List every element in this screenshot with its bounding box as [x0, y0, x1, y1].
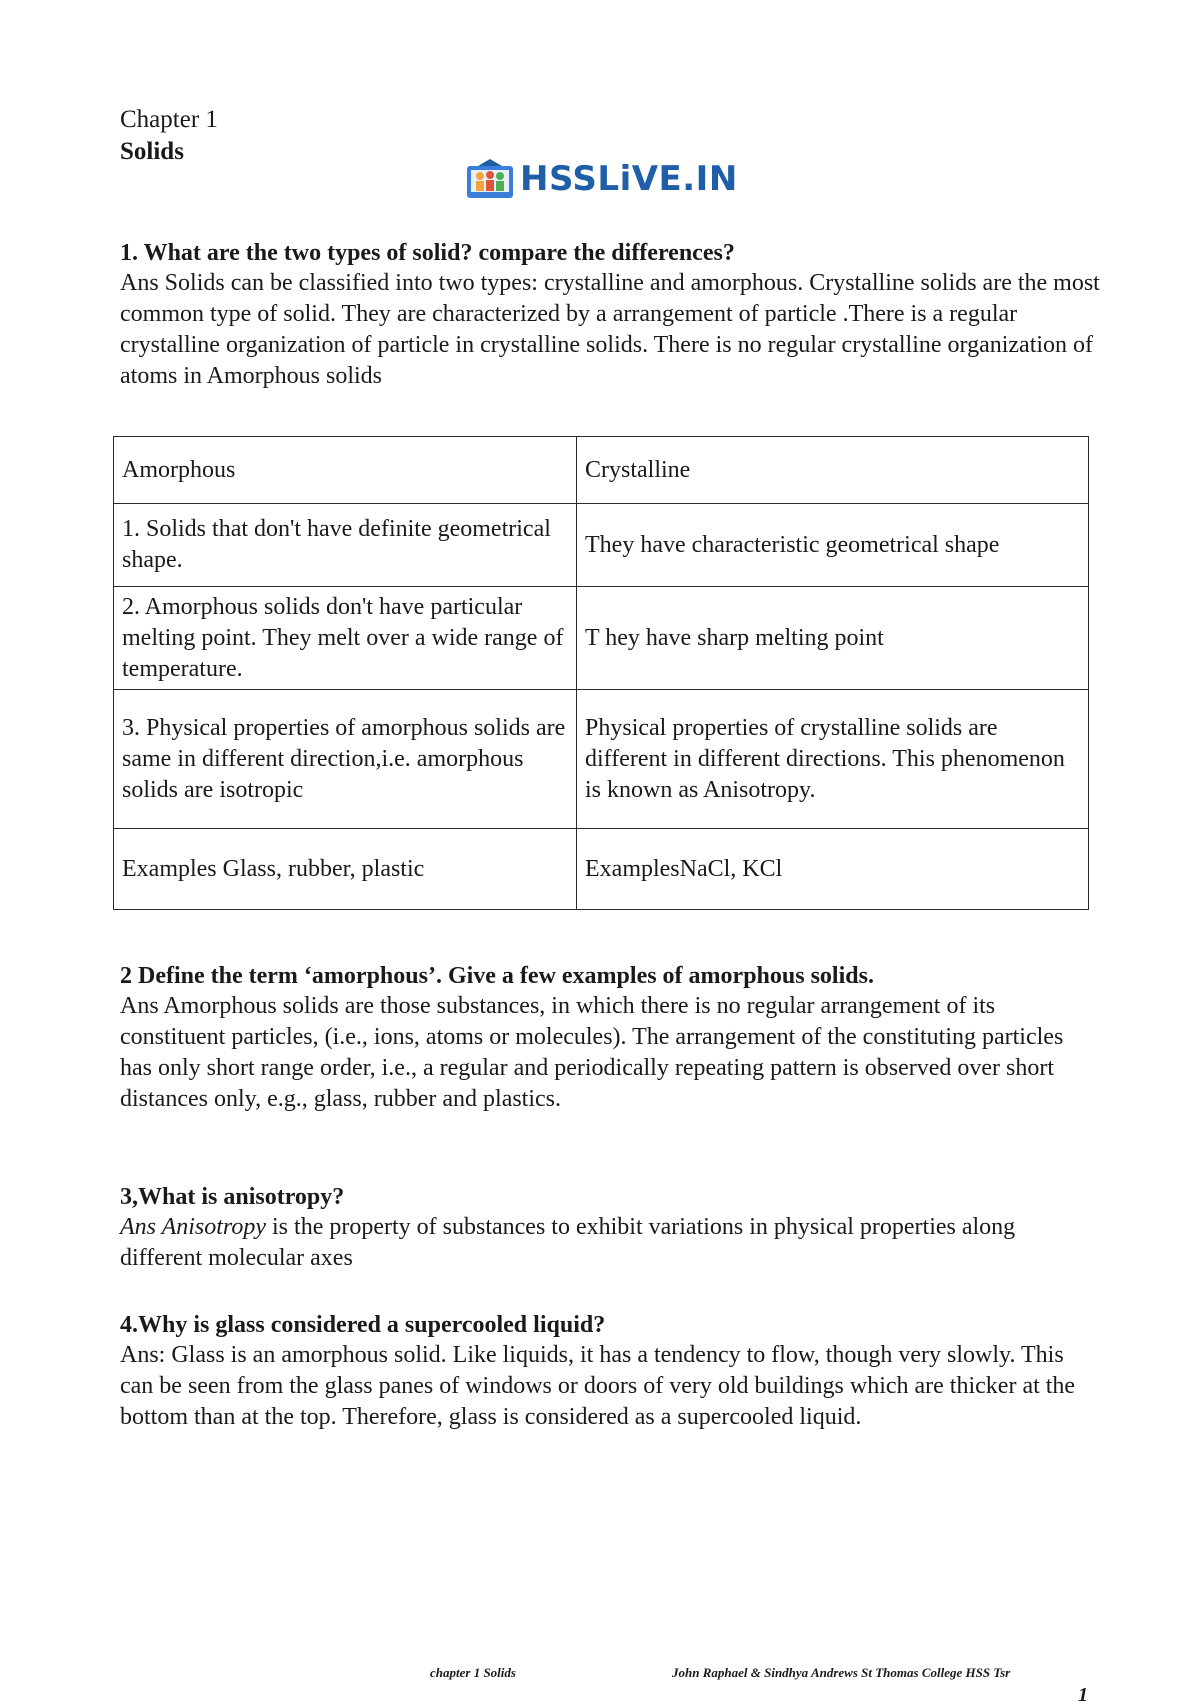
chapter-heading — [120, 104, 218, 168]
table-cell: They have characteristic geometrical shape — [577, 504, 1089, 587]
table-cell: 3. Physical properties of amorphous solids are same in different direction,i.e. amorphous solids are isotropic — [114, 690, 577, 829]
question-1-answer: Ans Solids can be classified into two types: crystalline and amorphous. Crystalline solids are the most common type of solid. They are characterized by a arrangement of particle .There is a regular crystalline organization of particle in crystalline solids. There is no regular crystalline organization of atoms in Amorphous solids — [120, 270, 1100, 389]
question-4-title: 4.Why is glass considered a supercooled liquid? — [120, 1312, 606, 1338]
table-row — [114, 587, 1089, 690]
table-cell: T hey have sharp melting point — [577, 587, 1089, 690]
table-row — [114, 829, 1089, 910]
question-2-answer: Ans Amorphous solids are those substances, in which there is no regular arrangement of its constituent particles, (i.e., ions, atoms or molecules). The arrangement of the constituting particles has only short range order, i.e., a regular and periodically repeating pattern is observed over short distances only, e.g., glass, rubber and plastics. — [120, 993, 1064, 1112]
logo-text: HSSLiVE.IN — [520, 159, 738, 199]
hsslive-logo — [466, 158, 738, 200]
chapter-subject: Solids — [120, 138, 184, 165]
footer-author: John Raphael & Sindhya Andrews St Thomas College HSS Tsr — [672, 1665, 1011, 1680]
question-1 — [120, 238, 1100, 392]
table-header-cell: Crystalline — [577, 437, 1089, 504]
hsslive-logo-icon — [466, 158, 514, 200]
table-row — [114, 690, 1089, 829]
question-3 — [120, 1182, 1100, 1274]
question-1-title: 1. What are the two types of solid? compare the differences? — [120, 240, 735, 266]
question-4 — [120, 1310, 1100, 1433]
question-3-answer: is the property of substances to exhibit variations in physical properties along different molecular axes — [120, 1214, 1016, 1271]
question-2 — [120, 961, 1100, 1115]
question-3-title: 3,What is anisotropy? — [120, 1184, 345, 1210]
table-header-row — [114, 437, 1089, 504]
table-cell: ExamplesNaCl, KCl — [577, 829, 1089, 910]
comparison-table — [113, 436, 1089, 910]
question-3-answer-lead: Ans Anisotropy — [120, 1214, 267, 1240]
question-4-answer: Ans: Glass is an amorphous solid. Like liquids, it has a tendency to flow, though very slowly. This can be seen from the glass panes of windows or doors of very old buildings which are thicker at the bottom than at the top. Therefore, glass is considered as a supercooled liquid. — [120, 1342, 1076, 1430]
question-2-title: 2 Define the term ‘amorphous’. Give a few examples of amorphous solids. — [120, 963, 874, 989]
table-cell: 2. Amorphous solids don't have particular melting point. They melt over a wide range of temperature. — [114, 587, 577, 690]
footer-chapter: chapter 1 Solids — [430, 1665, 516, 1680]
table-cell: Examples Glass, rubber, plastic — [114, 829, 577, 910]
table-row — [114, 504, 1089, 587]
table-cell: 1. Solids that don't have definite geometrical shape. — [114, 504, 577, 587]
question-3-answer-block — [120, 1212, 1100, 1274]
table-header-cell: Amorphous — [114, 437, 577, 504]
page-number: 1 — [1078, 1684, 1088, 1706]
table-cell: Physical properties of crystalline solids are different in different directions. This phenomenon is known as Anisotropy. — [577, 690, 1089, 829]
chapter-number: Chapter 1 — [120, 106, 218, 133]
